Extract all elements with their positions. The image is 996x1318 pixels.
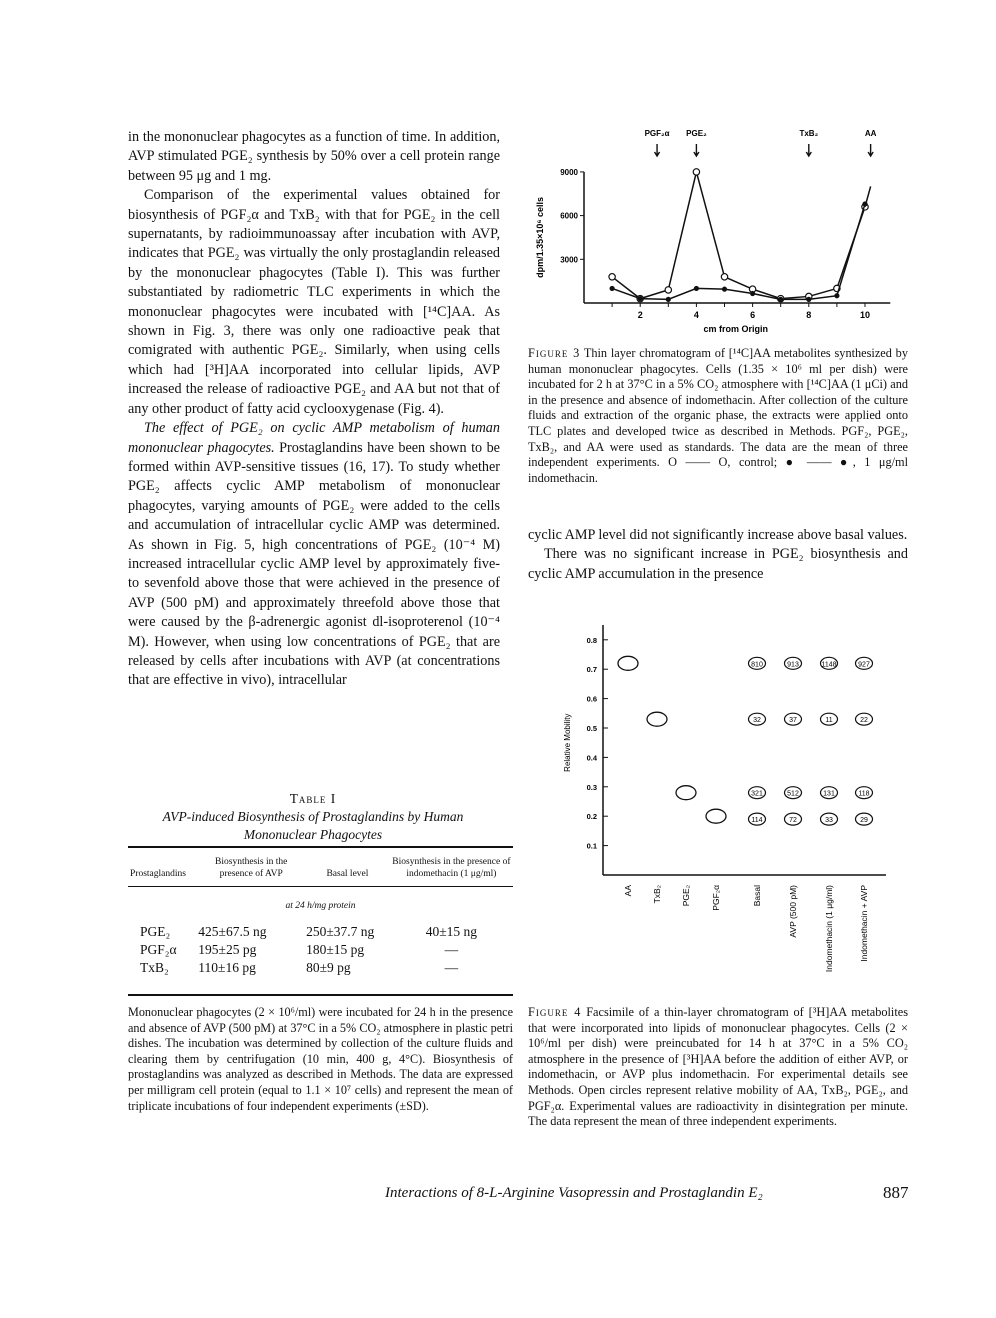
paragraph: There was no significant increase in PGE₂ biosynthesis and cyclic AMP accumulation in the presence <box>528 546 908 582</box>
standard-marker-label: AA <box>864 129 877 138</box>
data-point <box>665 287 671 293</box>
y-tick-label: 3000 <box>560 255 578 265</box>
data-point <box>751 292 755 296</box>
cell: 250±37.7 ng <box>306 924 375 939</box>
category-label: AVP (500 pM) <box>788 885 798 938</box>
page-number: 887 <box>883 1183 909 1202</box>
category-label: TxB₂ <box>652 885 662 904</box>
x-tick-label: 8 <box>806 310 812 320</box>
cell: 80±9 pg <box>306 960 351 975</box>
figure-3-caption <box>528 346 908 486</box>
paragraph: Comparison of the experimental values obtained for biosynthesis of PGF₂α and TxB₂ with that for PGE₂ in the cell supernatants, by radioimmunoassay after incubation with AVP, indicates that PGE₂ was virtually the only prostaglandin released by the mononuclear phagocytes (Table I). This was further substantiated by radiometric TLC experiments in which the mononuclear phagocytes were incubated with [¹⁴C]AA. As shown in Fig. 3, there was only one radioactive peak that comigrated with authentic PGE₂. Similarly, when using cells which had [³H]AA incorporated into cellular lipids, AVP increased the release of radioactive PGE₂ and AA but not that of any other product of fatty acid cyclooxygenase (Fig. 4). <box>128 187 500 417</box>
x-axis-label: cm from Origin <box>703 324 768 334</box>
spot-value: 927 <box>858 661 870 669</box>
data-point <box>723 287 727 291</box>
series-line-indomethacin 1 μg/ml <box>612 204 865 299</box>
data-point <box>638 297 642 301</box>
y-tick-label: 0.3 <box>586 782 597 792</box>
spot-value: 11 <box>825 717 833 725</box>
spot-value: 118 <box>858 790 870 798</box>
standard-spot <box>706 809 726 823</box>
data-point <box>807 297 811 301</box>
left-column <box>128 128 500 691</box>
x-tick-label: 10 <box>859 310 871 320</box>
category-label: AA <box>623 885 633 897</box>
table-subtitle: AVP-induced Biosynthesis of Prostaglandins by Human Mononuclear Phagocytes <box>162 809 464 842</box>
col-header: Basal level <box>326 869 369 879</box>
standard-marker-label: PGF₂α <box>644 129 670 138</box>
standard-spot <box>618 656 638 670</box>
arrow-down-icon <box>655 144 660 156</box>
paragraph: in the mononuclear phagocytes as a function of time. In addition, AVP stimulated PGE₂ synthesis by 50% over a cell protein range between 95 μg and 1 mg. <box>128 129 500 184</box>
unit-row: at 24 h/mg protein <box>128 887 513 924</box>
y-tick-label: 0.6 <box>586 694 597 704</box>
spot-value: 512 <box>787 790 799 798</box>
table-title: Table I <box>289 791 337 806</box>
x-tick-label: 4 <box>693 310 699 320</box>
cell: PGE₂ <box>140 924 171 939</box>
y-tick-label: 0.2 <box>586 812 597 822</box>
data-point <box>610 286 614 290</box>
category-label: PGE₂ <box>681 885 691 907</box>
standard-spot <box>676 786 696 800</box>
spot-value: 33 <box>825 817 833 825</box>
cell: PGF₂α <box>140 942 177 957</box>
cell: 195±25 pg <box>198 942 257 957</box>
x-tick-label: 6 <box>750 310 756 320</box>
arrow-down-icon <box>868 144 873 156</box>
right-column <box>528 526 908 584</box>
category-label: PGF₂α <box>711 885 721 911</box>
data-point <box>779 297 783 301</box>
data-point <box>666 297 670 301</box>
y-axis-label: Relative Mobility <box>563 713 572 772</box>
paragraph <box>128 419 500 691</box>
cell: — <box>444 960 459 975</box>
data-point <box>721 274 727 280</box>
x-tick-label: 2 <box>637 310 643 320</box>
series-line-control <box>612 172 865 299</box>
spot-value: 114 <box>751 817 763 825</box>
figure-4-chart <box>550 620 900 1010</box>
data-point <box>694 286 698 290</box>
y-tick-label: 9000 <box>560 167 578 177</box>
paragraph: cyclic AMP level did not significantly increase above basal values. <box>528 527 908 543</box>
spot-value: 37 <box>789 717 797 725</box>
category-label: Basal <box>752 885 762 907</box>
col-header: Biosynthesis in the presence of AVP <box>215 857 288 879</box>
table-row <box>128 923 513 941</box>
section-heading: The effect of PGE₂ on cyclic AMP metabolism of human mononuclear phagocytes. <box>128 420 500 456</box>
table-note: Mononuclear phagocytes (2 × 10⁶/ml) were incubated for 24 h in the presence and absence of AVP (500 pM) at 37°C in a 5% CO₂ atmosphere in plastic petri dishes. The incubation was determined by collection of the culture fluids and clearing them by centrifugation (10 min, 400 g, 4°C). Biosynthesis of prostaglandins was analyzed as described in Methods. The data are expressed per milligram cell protein (equal to 1.1 × 10⁷ cells) and represent the mean of triplicate incubations of four independent experiments (±SD). <box>128 1005 513 1113</box>
data-point <box>609 274 615 280</box>
table-row <box>128 959 513 977</box>
spot-value: 29 <box>860 817 868 825</box>
cell: 40±15 ng <box>425 924 478 939</box>
y-tick-label: 0.8 <box>586 635 597 645</box>
y-tick-label: 0.1 <box>586 841 597 851</box>
category-label: Indomethacin (1 μg/ml) <box>824 885 834 973</box>
caption-text: Facsimile of a thin-layer chromatogram of [³H]AA metabolites that were incorporated into lipids of mononuclear phagocytes. Cells (2 × 10⁶/ml per dish) were preincubated for 14 h at 37°C in a 5% CO₂ atmosphere in the presence of [³H]AA before the addition of either AVP, or indomethacin, or AVP plus indomethacin. For experimental details see Methods. Open circles represent relative mobility of AA, TxB₂, PGE₂, and PGF₂α. Experimental values are radioactivity in disintegration per minute. The data represent the mean of three independent experiments. <box>528 1005 908 1129</box>
spot-value: 1148 <box>821 661 837 669</box>
arrow-down-icon <box>694 144 699 156</box>
figure-label: Figure 4 <box>528 1005 582 1019</box>
y-tick-label: 0.4 <box>586 753 597 763</box>
spot-value: 321 <box>751 790 763 798</box>
running-title: Interactions of 8-L-Arginine Vasopressin and Prostaglandin E₂ <box>385 1185 763 1201</box>
data-point <box>693 169 699 175</box>
col-header: Biosynthesis in the presence of indomethacin (1 μg/ml) <box>392 857 511 879</box>
table-row <box>128 941 513 959</box>
section-text: Prostaglandins have been shown to be formed within AVP-sensitive tissues (16, 17). To study whether PGE₂ affects cyclic AMP metabolism of mononuclear phagocytes, varying amounts of PGE₂ were added to the cells and accumulation of intracellular cyclic AMP was determined. As shown in Fig. 5, high concentrations of PGE₂ (10⁻⁴ M) increased intracellular cyclic AMP level by approximately five- to sevenfold above those that were achieved in the presence of AVP (500 pM) and approximately threefold above those that were caused by the β-adrenergic agonist dl-isoproterenol (10⁻⁴ M). However, when using low concentrations of PGE₂ that are released by cells after incubations with AVP (at concentrations that are effective in vivo), intracellular <box>128 439 500 689</box>
series-line-tail <box>865 186 871 206</box>
y-tick-label: 0.5 <box>586 724 597 733</box>
arrow-down-icon <box>806 144 811 156</box>
table-rule <box>128 994 513 996</box>
figure-label: Figure 3 <box>528 346 581 360</box>
cell: — <box>444 942 459 957</box>
spot-value: 32 <box>753 717 761 725</box>
standard-marker-label: TxB₂ <box>799 129 819 138</box>
spot-value: 810 <box>751 661 763 669</box>
spot-value: 913 <box>787 661 799 669</box>
y-tick-label: 6000 <box>560 211 578 221</box>
spot-value: 72 <box>789 817 797 825</box>
caption-text: Thin layer chromatogram of [¹⁴C]AA metabolites synthesized by human mononuclear phagocytes. Cells (1.35 × 10⁶ ml per dish) were incubated for 2 h at 37°C in a 5% CO₂ atmosphere with [¹⁴C]AA (1 μCi) and in the presence and absence of indomethacin. After collection of the culture fluids and extraction of the organic phase, the extracts were applied onto TLC plates and developed twice as described in Methods. PGF₂, PGE₂, TxB₂, and AA were used as standards. The data are the mean of three independent experiments. O —— O, control; ● —— ●, 1 μg/ml indomethacin. <box>528 346 908 485</box>
y-tick-label: 0.7 <box>586 665 597 675</box>
cell: TxB₂ <box>140 960 169 975</box>
spot-value: 22 <box>860 717 868 725</box>
y-axis-label: dpm/1.35×10⁶ cells <box>535 196 545 278</box>
cell: 180±15 pg <box>306 942 365 957</box>
figure-4-caption <box>528 1005 908 1130</box>
figure-3-chart <box>525 120 915 340</box>
category-label: Indomethacin + AVP <box>859 885 869 962</box>
table-1 <box>128 848 513 977</box>
col-header: Prostaglandins <box>130 869 186 879</box>
spot-value: 131 <box>823 790 835 798</box>
standard-spot <box>647 712 667 726</box>
cell: 425±67.5 ng <box>198 924 267 939</box>
cell: 110±16 pg <box>198 960 256 975</box>
data-point <box>835 294 839 298</box>
standard-marker-label: PGE₂ <box>686 129 707 138</box>
